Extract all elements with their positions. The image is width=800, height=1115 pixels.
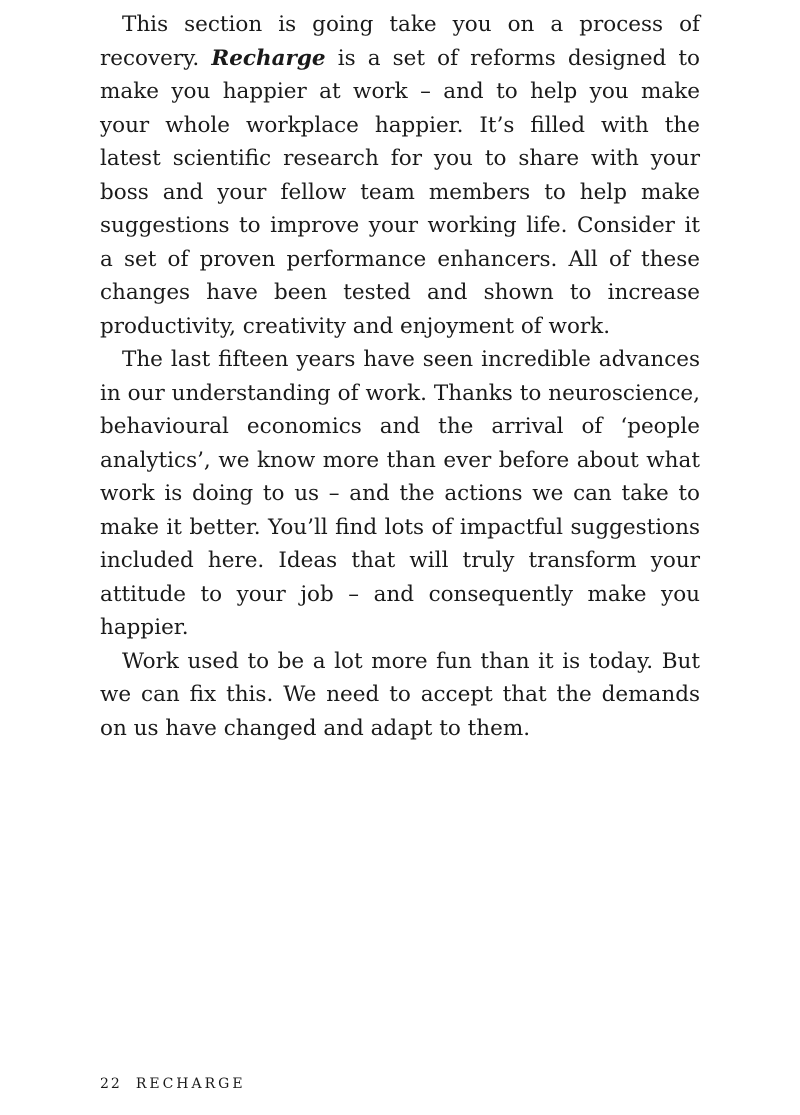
paragraph-3: Work used to be a lot more fun than it is today. But we can fix this. We need to accept that the demands on us have changed and adapt to them. <box>100 648 700 741</box>
paragraph-1-lead: This section is going take you on a process of recovery. <box>100 12 700 71</box>
page-number: 22 <box>100 1076 122 1092</box>
running-head: RECHARGE <box>135 1076 246 1092</box>
paragraph-1-rest: is a set of reforms designed to make you happier at work – and to help you make your whole workplace happier. It’s filled with the latest scientific research for you to share with your boss and your fellow team members to help make suggestions to improve your working life. Consider it a set of proven performance enhancers. All of these changes have been tested and shown to increase productivity, creativity and enjoyment of work. <box>100 45 700 339</box>
paragraph-2: The last fifteen years have seen incredible advances in our understanding of work. Thanks to neuroscience, behavioural economics and the arrival of ‘people analytics’, we know more than ever before about what work is doing to us – and the actions we can take to make it better. You’ll find lots of impactful suggestions included here. Ideas that will truly transform your attitude to your job – and consequently make you happier. <box>100 347 700 640</box>
book-title-emphasis: Recharge <box>211 45 326 71</box>
page-footer <box>100 1076 246 1092</box>
body-text <box>100 8 700 745</box>
paragraph-1 <box>100 8 700 343</box>
